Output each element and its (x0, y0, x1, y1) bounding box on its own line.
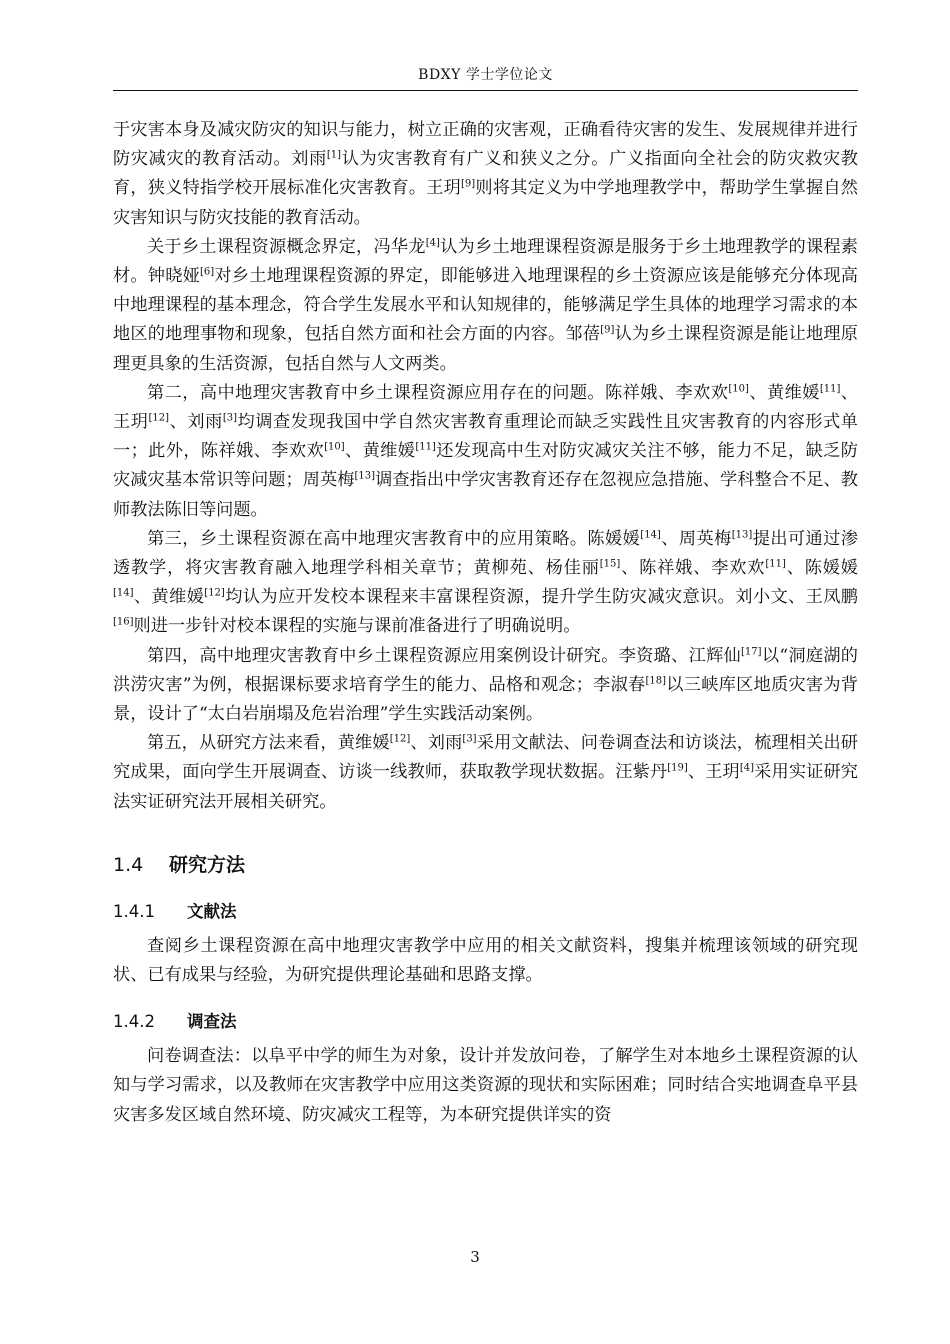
paragraph-literature-method: 查阅乡土课程资源在高中地理灾害教学中应用的相关文献资料，搜集并梳理该领域的研究现状、已有成果与经验，为研究提供理论基础和思路支撑。 (113, 935, 858, 986)
body-paragraphs (113, 116, 858, 817)
paragraph-text: 、黄维媛 (344, 441, 416, 462)
section-heading-1-4 (113, 850, 858, 880)
citation-superscript: [13] (354, 470, 376, 482)
paragraph-text: 以“洞庭湖的洪涝灾害”为例，根据课标要求培育学生的能力、品格和观念；李淑春 (113, 645, 858, 695)
paragraph-text: 认为灾害教育有广义和狭义之分。广义指面向全社会的防灾救灾教育，狭义特指学校开展标准化灾害教育。王玥 (113, 149, 858, 199)
paragraph-text: 、王玥 (687, 762, 740, 783)
subsection-title: 调查法 (187, 1012, 237, 1032)
citation-superscript: [14] (113, 587, 134, 599)
paragraph-text: 提出可通过渗透教学，将灾害教育融入地理学科相关章节；黄柳苑、杨佳丽 (113, 528, 858, 579)
paragraph-survey-method: 问卷调查法：以阜平中学的师生为对象，设计并发放问卷，了解学生对本地乡土课程资源的认知与学习需求，以及教师在灾害教学中应用这类资源的现状和实际困难；同时结合实地调查阜平县灾害多发区域自然环境、防灾减灾工程等，为本研究提供详实的资 (113, 1046, 858, 1125)
paragraph-text: 采用实证研究法实证研究法开展相关研究。 (113, 762, 858, 812)
citation-superscript: [9] (461, 178, 476, 190)
page-number: 3 (470, 1248, 480, 1266)
paragraph-text: 则进一步针对校本课程的实施与课前准备进行了明确说明。 (133, 616, 581, 637)
page-body (113, 116, 858, 1130)
paragraph-text: 第五，从研究方法来看，黄维媛 (147, 733, 390, 754)
body-paragraph (113, 379, 858, 525)
citation-superscript: [19] (667, 762, 688, 774)
citation-superscript: [1] (326, 149, 342, 161)
subsection-heading-1-4-1 (113, 898, 858, 926)
citation-superscript: [12] (204, 587, 225, 599)
citation-superscript: [13] (731, 529, 753, 541)
section-title: 研究方法 (169, 853, 246, 876)
citation-superscript: [4] (739, 762, 755, 774)
paragraph-text: 第二，高中地理灾害教育中乡土课程资源应用存在的问题。陈祥娥、李欢欢 (147, 382, 729, 403)
subsection-heading-1-4-2 (113, 1008, 858, 1036)
citation-superscript: [11] (765, 558, 786, 570)
paragraph-text: 采用文献法、问卷调查法和访谈法，梳理相关出研究成果，面向学生开展调查、访谈一线教师，获取教学现状数据。汪紫丹 (113, 733, 858, 783)
body-paragraph (113, 233, 858, 379)
paragraph-text: 均认为应开发校本课程来丰富课程资源，提升学生防灾减灾意识。刘小文、王凤鹏 (224, 587, 858, 608)
citation-superscript: [17] (741, 645, 762, 657)
paragraph-text: 、刘雨 (410, 733, 463, 754)
section-number: 1.4 (113, 853, 144, 876)
paragraph-text: 、黄维媛 (748, 382, 820, 403)
citation-superscript: [4] (425, 237, 440, 249)
paragraph-text: 认为乡土课程资源是能让地理原理更具象的生活资源，包括自然与人文两类。 (113, 324, 858, 374)
running-header: BDXY 学士学位论文 (418, 67, 553, 83)
subsection-title: 文献法 (187, 901, 237, 921)
citation-superscript: [18] (645, 675, 667, 687)
paragraph-text: 、王玥 (113, 382, 858, 433)
paragraph-text: 、刘雨 (169, 412, 223, 433)
body-paragraph (113, 525, 858, 642)
paragraph-text: 于灾害本身及减灾防灾的知识与能力，树立正确的灾害观，正确看待灾害的发生、发展规律并进行防灾减灾的教育活动。刘雨 (113, 120, 858, 170)
citation-superscript: [9] (600, 324, 615, 336)
subsection-number: 1.4.1 (113, 901, 155, 921)
citation-superscript: [14] (640, 529, 661, 541)
body-paragraph (113, 729, 858, 817)
header-rule (113, 90, 858, 91)
paragraph-text: 调查指出中学灾害教育还存在忽视应急措施、学科整合不足、教师教法陈旧等问题。 (113, 470, 858, 520)
paragraph-text: 、黄维媛 (133, 587, 205, 608)
citation-superscript: [3] (462, 733, 477, 745)
paragraph-text: 、陈媛媛 (785, 558, 858, 579)
citation-superscript: [6] (200, 266, 215, 278)
paragraph-text: 第三，乡土课程资源在高中地理灾害教育中的应用策略。陈媛媛 (147, 528, 641, 549)
citation-superscript: [12] (389, 733, 411, 745)
paragraph-text: 、陈祥娥、李欢欢 (620, 558, 766, 579)
citation-superscript: [11] (819, 383, 841, 395)
paragraph-text: 、周英梅 (660, 528, 732, 549)
body-paragraph (113, 642, 858, 730)
citation-superscript: [12] (148, 412, 170, 424)
citation-superscript: [15] (599, 558, 621, 570)
citation-superscript: [10] (728, 383, 749, 395)
citation-superscript: [10] (324, 441, 345, 453)
paragraph-text: 第四，高中地理灾害教育中乡土课程资源应用案例设计研究。李资璐、江辉仙 (147, 645, 742, 666)
subsection-number: 1.4.2 (113, 1012, 155, 1032)
body-paragraph (113, 116, 858, 233)
paragraph-text: 则将其定义为中学地理教学中，帮助学生掌握自然灾害知识与防灾技能的教育活动。 (113, 178, 858, 228)
citation-superscript: [3] (222, 412, 237, 424)
paragraph-text: 以三峡库区地质灾害为背景，设计了“太白岩崩塌及危岩治理”学生实践活动案例。 (113, 674, 858, 725)
paragraph-text: 还发现高中生对防灾减灾关注不够，能力不足，缺乏防灾减灾基本常识等问题；周英梅 (113, 441, 858, 491)
paragraph-text: 对乡土地理课程资源的界定，即能够进入地理课程的乡土资源应该是能够充分体现高中地理课程的基本理念，符合学生发展水平和认知规律的，能够满足学生具体的地理学习需求的本地区的地理事物和现象，包括自然方面和社会方面的内容。邹蓓 (113, 266, 858, 345)
citation-superscript: [16] (113, 616, 134, 628)
citation-superscript: [11] (415, 441, 436, 453)
paragraph-text: 认为乡土地理课程资源是服务于乡土地理教学的课程素材。钟晓娅 (113, 236, 858, 287)
paragraph-text: 均调查发现我国中学自然灾害教育重理论而缺乏实践性且灾害教育的内容形式单一；此外，陈祥娥、李欢欢 (113, 412, 858, 462)
paragraph-text: 关于乡土课程资源概念界定，冯华龙 (147, 236, 426, 257)
